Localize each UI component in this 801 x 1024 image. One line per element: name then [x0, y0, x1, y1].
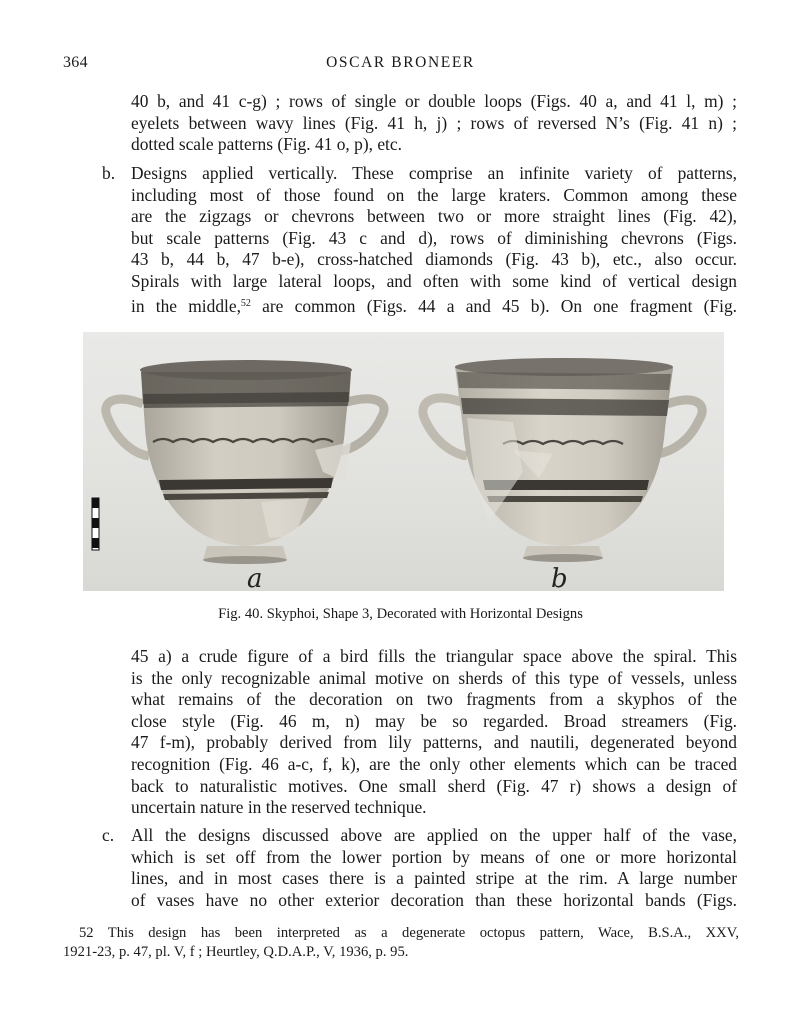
text-line: 40 b, and 41 c-g) ; rows of single or double loops (Figs. 40 a, and 41 l, m) ;	[131, 91, 737, 111]
text-line: 47 f-m), probably derived from lily patterns, and nautili, degenerated beyond	[131, 732, 737, 753]
text-line: 43 b, 44 b, 47 b-e), cross-hatched diamonds (Fig. 43 b), etc., also occur.	[131, 249, 737, 270]
text-line: of vases have no other exterior decoration than these horizontal bands (Figs.	[131, 889, 737, 910]
text-line: eyelets between wavy lines (Fig. 41 h, j) ; rows of reversed N’s (Fig. 41 n) ;	[131, 112, 737, 133]
figure-label-b: b	[551, 564, 568, 591]
text-line: which is set off from the lower portion by means of one or more horizontal	[131, 846, 737, 867]
skyphoi-photo-illustration	[83, 332, 724, 591]
text-line: Designs applied vertically. These comprise an infinite variety of patterns,	[131, 163, 737, 183]
footnote-line: 52 This design has been interpreted as a degenerate octopus pattern, Wace, B.S.A., XXV,	[79, 925, 739, 941]
text-line: are the zigzags or chevrons between two or more straight lines (Fig. 42),	[131, 206, 737, 227]
footnote-line: 1921-23, p. 47, pl. V, f ; Heurtley, Q.D.A.P., V, 1936, p. 95.	[63, 944, 409, 960]
list-marker-c: c.	[102, 825, 115, 845]
paragraph-continuation	[131, 91, 737, 156]
figure-caption: Fig. 40. Skyphoi, Shape 3, Decorated with Horizontal Designs	[218, 606, 583, 622]
paragraph-after-figure	[131, 646, 737, 819]
text-line: is the only recognizable animal motive on sherds of this type of vessels, unless	[131, 667, 737, 688]
text-line: close style (Fig. 46 m, n) may be so regarded. Broad streamers (Fig.	[131, 710, 737, 731]
text-line: back to naturalistic motives. One small sherd (Fig. 47 r) shows a design of	[131, 775, 737, 796]
list-item-c	[131, 825, 737, 911]
footnote	[63, 924, 739, 962]
text-line: what remains of the decoration on two fragments from a skyphos of the	[131, 689, 737, 710]
page-number: 364	[63, 54, 88, 71]
text-line: lines, and in most cases there is a painted stripe at the rim. A large number	[131, 868, 737, 889]
figure-photograph	[83, 332, 724, 591]
text-line: 45 a) a crude figure of a bird fills the triangular space above the spiral. This	[131, 646, 737, 666]
text-line: recognition (Fig. 46 a-c, f, k), are the only other elements which can be traced	[131, 753, 737, 774]
running-head: OSCAR BRONEER	[326, 54, 475, 71]
text-line: including most of those found on the large kraters. Common among these	[131, 184, 737, 205]
text-line	[131, 293, 737, 315]
text-line: but scale patterns (Fig. 43 c and d), rows of diminishing chevrons (Figs.	[131, 227, 737, 248]
skyphos-b	[423, 358, 702, 562]
skyphos-a	[106, 360, 384, 564]
list-marker-b: b.	[102, 163, 116, 183]
list-item-b	[131, 163, 737, 314]
footnote-reference: 52	[240, 297, 251, 309]
text-fragment: in the middle,	[131, 295, 241, 316]
text-line: uncertain nature in the reserved technique.	[131, 797, 427, 818]
text-line: All the designs discussed above are applied on the upper half of the vase,	[131, 825, 737, 845]
text-line: Spirals with large lateral loops, and often with some kind of vertical design	[131, 270, 737, 291]
figure-label-a: a	[247, 564, 263, 591]
text-line: dotted scale patterns (Fig. 41 o, p), etc.	[131, 134, 402, 155]
text-fragment: are common (Figs. 44 a and 45 b). On one fragment (Fig.	[250, 295, 737, 316]
